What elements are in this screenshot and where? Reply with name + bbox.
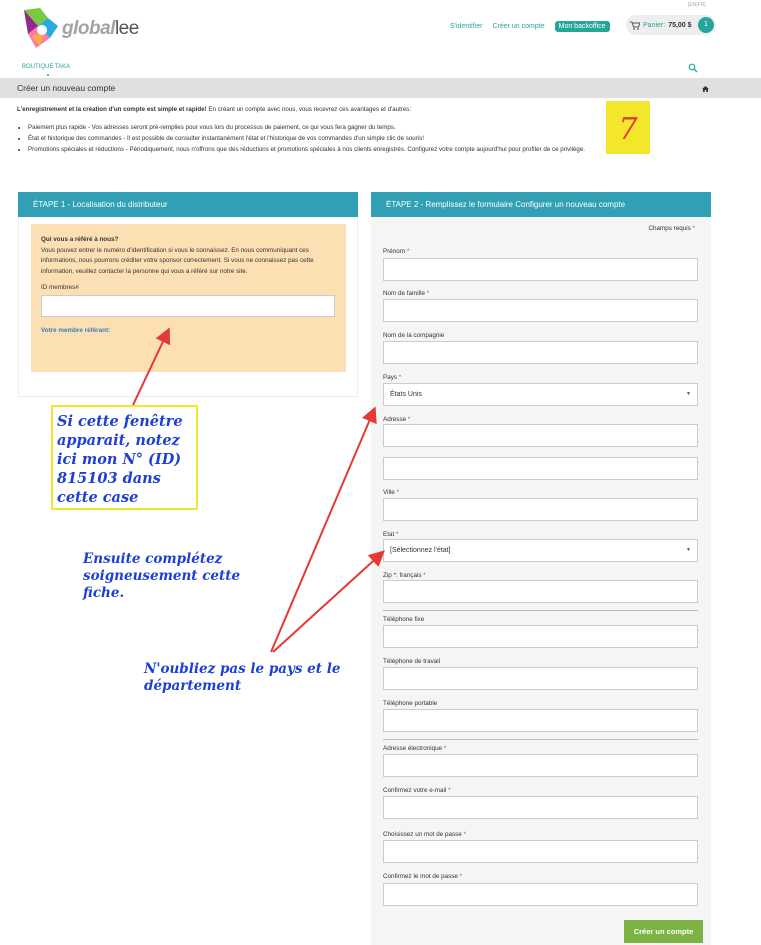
last-name-input[interactable] (383, 299, 698, 322)
email-label (383, 745, 446, 752)
email-input[interactable] (383, 754, 698, 777)
logo-wordmark-a: global (62, 18, 115, 39)
step2-header: ÉTAPE 2 - Remplissez le formulaire Configurer un nouveau compte (371, 192, 711, 217)
city-label (383, 489, 399, 496)
search-icon[interactable] (688, 63, 698, 73)
password-input[interactable] (383, 840, 698, 863)
cart-amount: 75,00 $ (668, 21, 692, 29)
intro-lead-rest: En créant un compte avec nous, vous recevrez ces avantages et d'autres: (206, 106, 412, 113)
required-star: * (459, 873, 463, 880)
cart-count-badge: 1 (698, 17, 714, 33)
section-divider (383, 739, 698, 740)
company-input[interactable] (383, 341, 698, 364)
create-account-button[interactable]: Créer un compte (624, 920, 703, 943)
benefit-item: • État et historique des commandes - Il est possible de consulter instantanément l'état et l'historique de vos commandes d'un simple clic de souris! (28, 134, 707, 144)
required-star: * (398, 374, 402, 381)
section-divider (383, 610, 698, 611)
benefit-item: • Promotions spéciales et réductions - Périodiquement, nous n'offrons que des réductions et promotions spéciales à nos clients enregistrés. Configurez votre compte aujourd'hui pour profiter de ce privilège. (28, 145, 707, 155)
globallee-logo[interactable] (16, 6, 166, 50)
required-star: * (395, 531, 399, 538)
phone-mobile-label: Téléphone portable (383, 700, 438, 707)
password-confirm-label-text: Confirmez le mot de passe (383, 873, 458, 880)
chevron-down-icon: ▼ (686, 391, 691, 397)
state-label (383, 531, 398, 538)
country-select[interactable] (383, 383, 698, 406)
last-name-label-text: Nom de famille (383, 290, 425, 297)
top-links (450, 19, 610, 33)
chevron-down-icon: ▼ (686, 547, 691, 553)
logo-icon (18, 6, 62, 50)
intro-text (17, 105, 707, 156)
phone-work-input[interactable] (383, 667, 698, 690)
email-label-text: Adresse électronique (383, 745, 443, 752)
benefits-list (17, 123, 707, 155)
address-label (383, 416, 410, 423)
referral-description: Vous pouvez entrer le numéro d'identification si vous le connaissez. En nous communiquant ces informations, nous pourrons créditer votre sponsor correctement. Si vous ne connaissez pas cette information, veuillez contacter la personne qui vous a référé sur notre site. (41, 246, 314, 275)
step1-header: ÉTAPE 1 - Localisation du distributeur (18, 192, 358, 217)
email-confirm-label (383, 787, 451, 794)
zip-label-text: Zip *: français (383, 572, 422, 579)
first-name-label-text: Prénom (383, 248, 406, 255)
password-label-text: Choisissez un mot de passe (383, 831, 462, 838)
required-star: * (406, 248, 410, 255)
address-input[interactable] (383, 424, 698, 447)
shop-nav-link[interactable]: BOUTIQUE TAKA (22, 64, 71, 70)
phone-mobile-input[interactable] (383, 709, 698, 732)
required-note (648, 225, 695, 232)
step-number-sticky-note: 7 (606, 101, 650, 154)
required-star: * (426, 290, 430, 297)
required-star: * (396, 489, 399, 496)
password-confirm-label (383, 873, 462, 880)
zip-input[interactable] (383, 580, 698, 603)
company-label: Nom de la compagnie (383, 332, 445, 339)
last-name-label (383, 290, 429, 297)
home-icon[interactable] (702, 86, 709, 92)
email-confirm-label-text: Confirmez votre e-mail (383, 787, 447, 794)
city-input[interactable] (383, 498, 698, 521)
member-id-input[interactable] (41, 295, 335, 317)
cart-label: Panier: (643, 21, 666, 29)
phone-work-label: Téléphone de travail (383, 658, 441, 665)
logo-wordmark-b: lee (114, 18, 139, 39)
phone-home-input[interactable] (383, 625, 698, 648)
step1-panel (18, 217, 358, 397)
password-confirm-input[interactable] (383, 883, 698, 906)
required-star: * (423, 572, 426, 579)
required-star: * (692, 225, 695, 232)
email-confirm-input[interactable] (383, 796, 698, 819)
phone-home-label: Téléphone fixe (383, 616, 425, 623)
intro-lead (17, 105, 707, 115)
step2-form (371, 217, 711, 945)
annotation-country-note: N'oubliez pas le pays et le département (144, 661, 341, 694)
cart-button[interactable] (626, 15, 716, 35)
member-id-label: ID membres# (41, 284, 79, 291)
zip-label (383, 572, 426, 579)
address-label-text: Adresse (383, 416, 407, 423)
annotation-id-note: Si cette fenêtre apparait, notez ici mon N° (ID) 815103 dans cette case (51, 405, 198, 510)
arrow-to-state (273, 553, 382, 652)
city-label-text: Ville (383, 489, 395, 496)
country-label (383, 374, 401, 381)
create-account-link[interactable]: Créer un compte (492, 22, 545, 30)
logo-wordmark (62, 18, 139, 40)
backoffice-button[interactable]: Mon backoffice (555, 21, 610, 32)
country-label-text: Pays (383, 374, 397, 381)
country-value: États Unis (390, 391, 422, 398)
language-selector[interactable]: [EN|FR] (688, 2, 706, 8)
first-name-label (383, 248, 409, 255)
annotation-complete-note: Ensuite complétez soigneusement cette fiche. (83, 551, 241, 601)
first-name-input[interactable] (383, 258, 698, 281)
state-label-text: Etat (383, 531, 395, 538)
referral-question: Qui vous a référé à nous? (41, 236, 119, 243)
referral-box (31, 224, 346, 372)
password-label (383, 831, 466, 838)
required-star: * (443, 745, 447, 752)
required-star: * (448, 787, 451, 794)
state-value: [Sélectionnez l'état] (390, 547, 451, 554)
login-link[interactable]: S'identifier (450, 22, 483, 30)
cart-icon (630, 21, 640, 30)
required-note-text: Champs requis (648, 225, 691, 232)
state-select[interactable] (383, 539, 698, 562)
intro-lead-bold: L'enregistrement et la création d'un compte est simple et rapide! (17, 106, 207, 113)
page-title: Créer un nouveau compte (0, 78, 761, 98)
required-star: * (463, 831, 466, 838)
address-line2-input[interactable] (383, 457, 698, 480)
sponsor-label: Votre membre référant: (41, 326, 111, 334)
benefit-item: • Paiement plus rapide - Vos adresses seront pré-remplies pour vous lors du processus de paiement, ce qui vous fera gagner du temps. (28, 123, 707, 133)
required-star: * (407, 416, 411, 423)
arrow-to-country (271, 410, 374, 652)
